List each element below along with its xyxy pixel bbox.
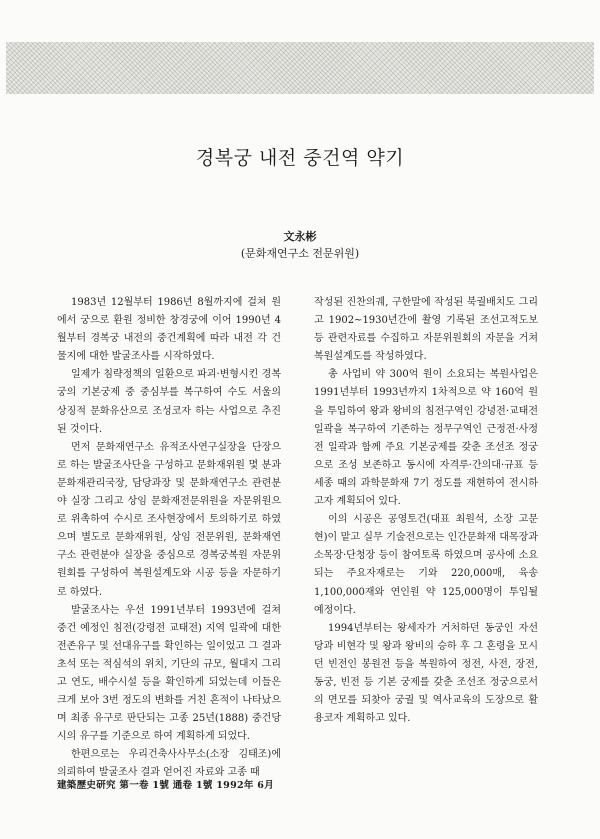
- paragraph: 총 사업비 약 300억 원이 소요되는 복원사업은 1991년부터 1993년까지 1차적으로 약 160억 원을 투입하여 왕과 왕비의 침전구역인 강녕전·교태전 일곽을 복구하여 기존하는 정무구역인 근정전·사정전 일곽과 함께 주요 기본궁제를 갖춘 조선조 정궁으로 조성 보존하고 동시에 자격루·간의대·규표 등 세종 때의 과학문화재 7기 정도를 재현하여 전시하고자 계획되어 있다.: [314, 369, 538, 508]
- paragraph: 일제가 침략정책의 일환으로 파괴·변형시킨 경복궁의 기본궁제 중 중심부를 복구하여 수도 서울의 상징적 문화유산으로 조성코자 하는 사업으로 추진된 것이다.: [57, 369, 281, 435]
- author-name: 文永彬: [283, 230, 317, 243]
- paragraph: 발굴조사는 우선 1991년부터 1993년에 걸쳐 중건 예정인 침전(강령전 교태전) 지역 일곽에 대한 전존유구 및 선대유구를 확인하는 일이었고 그 결과 초석 또는 적심석의 위치, 기단의 규모, 월대지 그리고 연도, 배수시설 등을 확인하게 되었는데 이들은 크게 보아 3번 정도의 변화를 거친 흔적이 나타났으며 최종 유구로 판단되는 고종 25년(1888) 중건당시의 유구를 기준으로 하여 계획하게 되었다.: [57, 604, 281, 743]
- paragraph: 한편으로는 우리건축사사무소(소장 김태조)에 의뢰하여 발굴조사 결과 얻어진 자료와 고종 때: [57, 749, 281, 779]
- right-column: [314, 294, 538, 728]
- paragraph: 먼저 문화재연구소 유적조사연구실장을 단장으로 하는 발굴조사단을 구성하고 문화재위원 몇 분과 문화재관리국장, 담당과장 및 문화재연구소 관련분야 실장 그리고 상임 문화재전문위원을 자문위원으로 위촉하여 수시로 조사현장에서 토의하기로 하였으며 별도로 문화재위원, 상임 전문위원, 문화재연구소 관련분야 실장을 중심으로 경복궁복원 자문위원회를 구성하여 복원설계도와 시공 등을 자문하기로 하였다.: [57, 441, 281, 598]
- paragraph: 이의 시공은 공영토건(대표 최원석, 소장 고문현)이 맡고 실무 기술전으로는 인간문화재 대목장과 소목장·단청장 등이 참여토록 하였으며 공사에 소요되는 주요자재로는 기와 220,000매, 육송 1,100,000재와 연인원 약 125,000명이 투입될 예정이다.: [314, 514, 538, 616]
- header-texture-band: [6, 42, 594, 94]
- article-title: 경복궁 내전 중건역 약기: [195, 147, 405, 169]
- paragraph: 작성된 진찬의궤, 구한말에 작성된 북궐배치도 그리고 1902~1930년간에 촬영 기록된 조선고적도보 등 관련자료를 수집하고 자문위원회의 자문을 거쳐 복원설계도를 작성하였다.: [314, 297, 538, 363]
- left-column: [57, 294, 281, 783]
- journal-footer: 建築歷史研究 第一卷 1號 通卷 1號 1992年 6月: [57, 780, 275, 791]
- author-affiliation: (문화재연구소 전문위원): [240, 247, 360, 260]
- paragraph: 1983년 12월부터 1986년 8월까지에 걸쳐 원에서 궁으로 환원 정비한 창경궁에 이어 1990년 4월부터 경복궁 내전의 중건계획에 따라 내전 각 건물지에 대한 발굴조사를 시작하였다.: [57, 297, 281, 363]
- paragraph: 1994년부터는 왕세자가 거처하던 동궁인 자선당과 비현각 및 왕과 왕비의 승하 후 그 혼령을 모시던 빈전인 봉원전 등을 복원하여 정전, 사전, 장전, 동궁, 빈전 등 기본 궁제를 갖춘 조선조 정궁으로서의 면모를 되찾아 궁궐 및 역사교육의 도장으로 활용코자 계획하고 있다.: [314, 622, 538, 725]
